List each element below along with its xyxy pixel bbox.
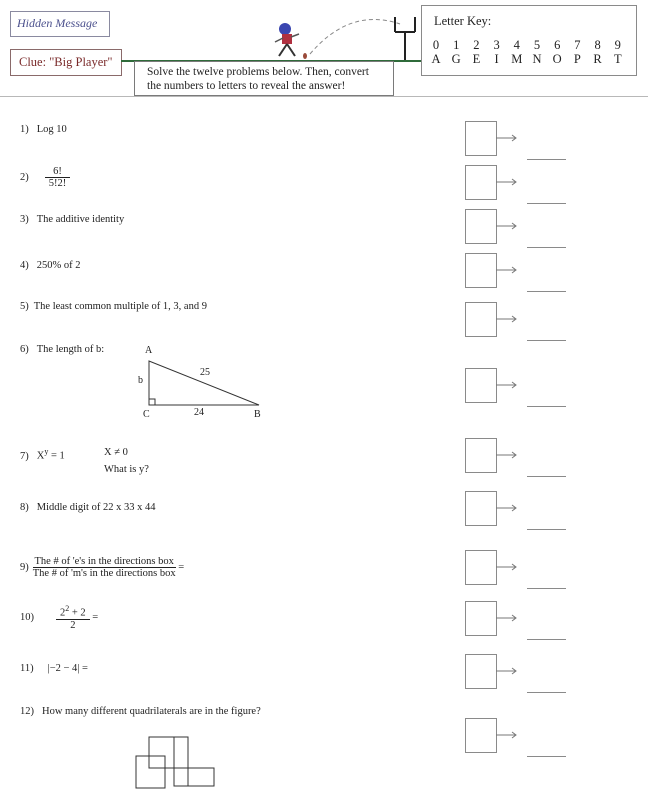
- right-triangle-figure: [140, 355, 265, 410]
- problem-5: [20, 301, 207, 312]
- key-digit: 4: [513, 38, 520, 52]
- problem-8: [20, 502, 155, 513]
- vertex-b-label: B: [254, 409, 261, 420]
- directions-box: [134, 61, 394, 96]
- letter-key-title: Letter Key:: [434, 14, 492, 28]
- answer-box-2[interactable]: [465, 165, 497, 200]
- arrow-right-icon: [496, 133, 518, 143]
- quad-bottom-right-rect: [174, 768, 214, 786]
- question: What is y?: [104, 464, 149, 475]
- problem-text: Log 10: [36, 124, 67, 135]
- arrow-right-icon: [496, 314, 518, 324]
- problem-number: 2): [20, 171, 29, 183]
- kick-trajectory: [310, 19, 400, 54]
- key-letter: R: [593, 52, 602, 66]
- letter-blank-3[interactable]: [527, 247, 566, 248]
- key-digit: 2: [473, 38, 480, 52]
- numerator-rest: + 2: [69, 607, 86, 619]
- problem-text: The length of b:: [36, 344, 105, 355]
- denominator: 2: [70, 619, 76, 631]
- right-angle-marker: [149, 399, 155, 405]
- letter-key-entry: [449, 38, 463, 66]
- fraction: [33, 556, 176, 579]
- problem-text: 250% of 2: [36, 260, 81, 271]
- directions-line-2: the numbers to letters to reveal the answer!: [147, 80, 346, 92]
- problem-number: 12): [20, 706, 34, 717]
- problem-number: 5): [20, 301, 29, 312]
- key-letter: A: [431, 52, 441, 66]
- arrow-right-icon: [496, 613, 518, 623]
- side-b-label: b: [138, 375, 143, 386]
- answer-box-12[interactable]: [465, 718, 497, 753]
- problem-number: 7): [20, 450, 29, 462]
- key-digit: 8: [594, 38, 601, 52]
- letter-blank-12[interactable]: [527, 756, 566, 757]
- key-letter: N: [532, 52, 542, 66]
- problem-2: [20, 166, 70, 189]
- arrow-right-icon: [496, 380, 518, 390]
- arrow-right-icon: [496, 221, 518, 231]
- quad-top-rect: [149, 737, 188, 768]
- key-letter: T: [613, 52, 622, 66]
- title: Hidden Message: [17, 16, 98, 30]
- equation-rhs: = 1: [48, 450, 65, 462]
- vertex-a-label: A: [145, 345, 153, 356]
- letter-blank-6[interactable]: [527, 406, 566, 407]
- key-digit: 5: [533, 38, 541, 52]
- problem-4: [20, 260, 81, 271]
- letter-blank-8[interactable]: [527, 529, 566, 530]
- problem-number: 3): [20, 214, 29, 225]
- problem-11: [20, 663, 88, 674]
- letter-key-box: [421, 5, 637, 76]
- fraction: [56, 604, 90, 631]
- letter-blank-4[interactable]: [527, 291, 566, 292]
- problem-10: [20, 604, 98, 631]
- letter-blank-7[interactable]: [527, 476, 566, 477]
- vertex-c-label: C: [143, 409, 150, 420]
- letter-blank-10[interactable]: [527, 639, 566, 640]
- letter-key-entry: [469, 38, 483, 66]
- exponent: y: [44, 447, 49, 456]
- answer-box-10[interactable]: [465, 601, 497, 636]
- equals-sign: =: [92, 611, 99, 623]
- numerator: The # of 'e's in the directions box: [34, 556, 174, 567]
- numerator-base: 2: [60, 607, 66, 619]
- key-digit: 1: [453, 38, 460, 52]
- key-letter: O: [552, 52, 562, 66]
- problem-6: [20, 344, 104, 355]
- problem-text: |−2 − 4| =: [47, 663, 88, 674]
- answer-box-5[interactable]: [465, 302, 497, 337]
- problem-number: 8): [20, 502, 29, 513]
- arrow-right-icon: [496, 265, 518, 275]
- problem-9: [20, 556, 184, 579]
- title-box: [10, 11, 110, 37]
- key-digit: 6: [554, 38, 561, 52]
- key-digit: 7: [574, 38, 581, 52]
- problem-text: How many different quadrilaterals are in the figure?: [42, 706, 261, 717]
- fraction: [45, 166, 71, 189]
- answer-box-7[interactable]: [465, 438, 497, 473]
- problem-number: 6): [20, 344, 29, 355]
- arrow-right-icon: [496, 503, 518, 513]
- condition: X ≠ 0: [104, 447, 128, 458]
- arrow-right-icon: [496, 730, 518, 740]
- answer-box-1[interactable]: [465, 121, 497, 156]
- letter-key-entry: [550, 38, 564, 66]
- answer-box-6[interactable]: [465, 368, 497, 403]
- header-divider: [0, 96, 648, 97]
- quadrilaterals-figure: [134, 735, 218, 791]
- key-letter: E: [472, 52, 481, 66]
- directions-text: [147, 65, 369, 93]
- letter-key-entry: [611, 38, 625, 66]
- letter-blank-5[interactable]: [527, 340, 566, 341]
- problem-text: Middle digit of 22 x 33 x 44: [36, 502, 156, 513]
- letter-key-entry: [570, 38, 584, 66]
- clue-box: [10, 49, 122, 76]
- letter-key-entry: [591, 38, 605, 66]
- key-digit: 3: [493, 38, 500, 52]
- problem-number: 1): [20, 124, 29, 135]
- answer-box-3[interactable]: [465, 209, 497, 244]
- letter-key-entry: [530, 38, 544, 66]
- answer-box-11[interactable]: [465, 654, 497, 689]
- numerator-exponent: 2: [65, 604, 70, 613]
- quad-vertical-rect: [174, 737, 188, 786]
- letter-key-entry: [490, 38, 504, 66]
- problem-number: 4): [20, 260, 29, 271]
- key-letter: G: [451, 52, 461, 66]
- answer-box-4[interactable]: [465, 253, 497, 288]
- key-letter: I: [494, 52, 499, 66]
- problem-number: 10): [20, 611, 34, 623]
- letter-blank-11[interactable]: [527, 692, 566, 693]
- letter-blank-2[interactable]: [527, 203, 566, 204]
- answer-box-9[interactable]: [465, 550, 497, 585]
- problem-number: 9): [20, 561, 29, 573]
- numerator: 6!: [45, 166, 71, 178]
- arrow-right-icon: [496, 666, 518, 676]
- answer-box-8[interactable]: [465, 491, 497, 526]
- arrow-right-icon: [496, 562, 518, 572]
- hypotenuse-label: 25: [200, 367, 210, 378]
- numerator: [56, 604, 90, 620]
- key-letter: P: [573, 52, 581, 66]
- football-illustration: [265, 12, 421, 62]
- football-player-icon: [275, 23, 299, 56]
- football-icon: [303, 53, 307, 59]
- problem-text: The least common multiple of 1, 3, and 9: [33, 301, 207, 312]
- denominator: 5!2!: [48, 178, 67, 189]
- arrow-right-icon: [496, 450, 518, 460]
- clue-text: Clue: "Big Player": [19, 55, 113, 69]
- problem-1: [20, 124, 67, 135]
- letter-blank-1[interactable]: [527, 159, 566, 160]
- arrow-right-icon: [496, 177, 518, 187]
- letter-key-entry: [510, 38, 524, 66]
- base-label: 24: [194, 407, 204, 418]
- problem-7: [20, 447, 65, 462]
- directions-line-1: Solve the twelve problems below. Then, convert: [147, 66, 369, 78]
- denominator: The # of 'm's in the directions box: [32, 568, 176, 579]
- problem-number: 11): [20, 663, 34, 674]
- key-digit: 9: [614, 38, 621, 52]
- key-digit: 0: [432, 38, 440, 52]
- letter-key-entry: [429, 38, 443, 66]
- key-letter: M: [511, 52, 523, 66]
- problem-3: [20, 214, 124, 225]
- problem-text: The additive identity: [36, 214, 125, 225]
- letter-blank-9[interactable]: [527, 588, 566, 589]
- equals-sign: =: [178, 562, 185, 573]
- base: X: [36, 450, 45, 462]
- problem-12: [20, 706, 261, 717]
- quad-square-left: [136, 756, 165, 788]
